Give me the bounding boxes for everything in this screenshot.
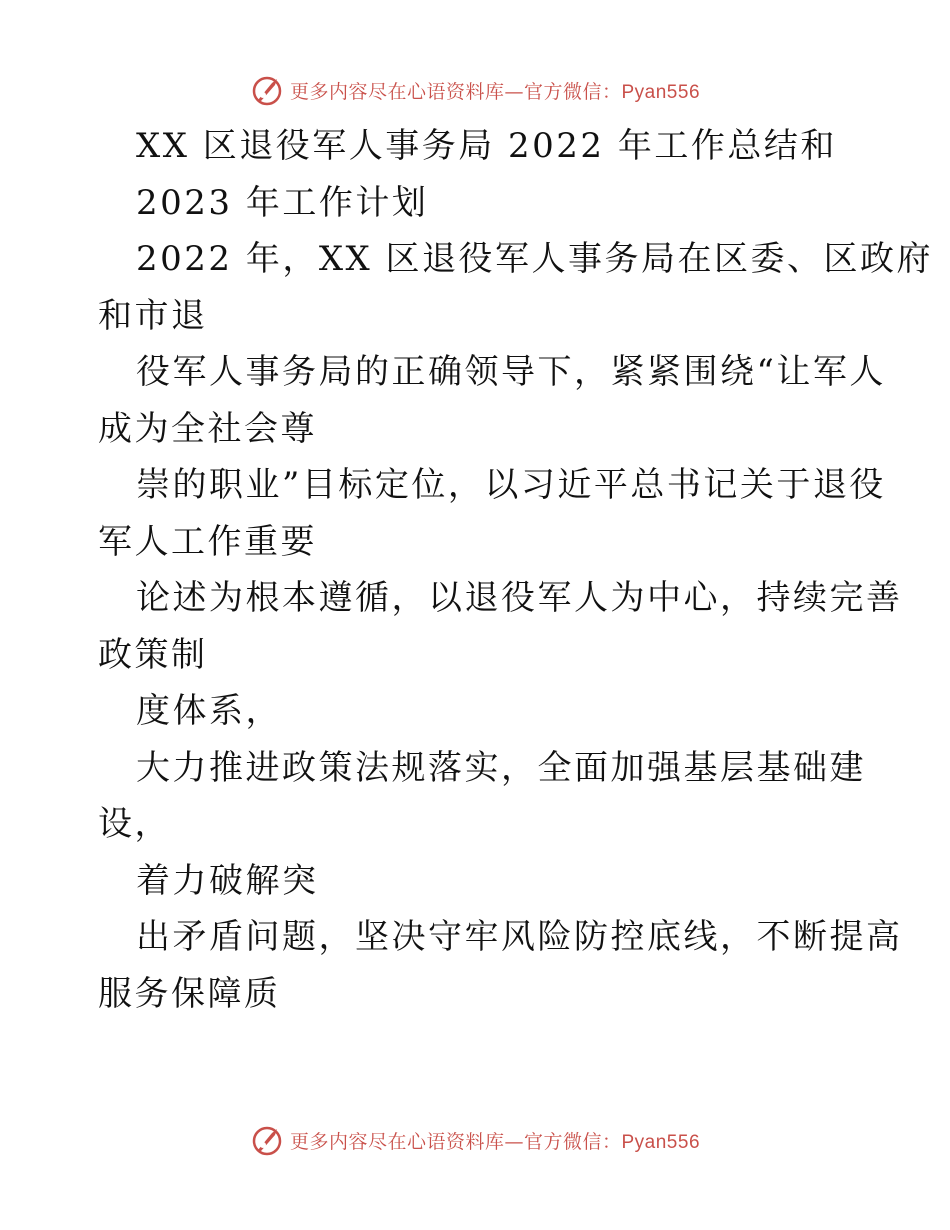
watermark-id: Pyan556 bbox=[621, 81, 701, 103]
footer-watermark-banner bbox=[0, 1120, 950, 1160]
pen-nib-logo-icon bbox=[250, 73, 284, 107]
text-line: 成为全社会尊 bbox=[98, 408, 317, 449]
watermark-text bbox=[290, 1127, 700, 1154]
watermark-prefix: 更多内容尽在心语资料库 bbox=[289, 1130, 505, 1153]
pen-nib-logo-icon bbox=[250, 1123, 284, 1157]
watermark-text bbox=[290, 77, 700, 104]
text-line: 出矛盾问题，坚决守牢风险防控底线，不断提高 bbox=[136, 917, 903, 957]
text-line: 着力破解突 bbox=[136, 860, 319, 901]
text-line: 2022 年，XX 区退役军人事务局在区委、区政府 bbox=[136, 239, 934, 279]
watermark-separator: — bbox=[504, 1130, 524, 1153]
text-line: 度体系， bbox=[136, 691, 282, 731]
watermark-separator: — bbox=[504, 80, 524, 103]
watermark-id: Pyan556 bbox=[621, 1131, 701, 1153]
text-line: 和市退 bbox=[98, 295, 208, 336]
text-line: 役军人事务局的正确领导下，紧紧围绕“让军人 bbox=[136, 352, 886, 392]
watermark-suffix: 官方微信： bbox=[523, 1130, 622, 1153]
document-body bbox=[98, 118, 934, 1022]
text-line: 服务保障质 bbox=[98, 973, 281, 1014]
watermark-suffix: 官方微信： bbox=[523, 80, 622, 103]
text-line: 论述为根本遵循，以退役军人为中心，持续完善 bbox=[136, 578, 903, 618]
header-watermark-banner bbox=[0, 70, 950, 110]
text-line: 2023 年工作计划 bbox=[136, 182, 429, 223]
watermark-prefix: 更多内容尽在心语资料库 bbox=[289, 80, 505, 103]
text-line: XX 区退役军人事务局 2022 年工作总结和 bbox=[136, 126, 837, 166]
text-line: 崇的职业”目标定位，以习近平总书记关于退役 bbox=[136, 465, 886, 505]
text-line: 大力推进政策法规落实，全面加强基层基础建 bbox=[136, 747, 866, 788]
text-line: 政策制 bbox=[98, 634, 208, 675]
text-line: 设， bbox=[98, 804, 171, 844]
text-line: 军人工作重要 bbox=[98, 521, 317, 562]
